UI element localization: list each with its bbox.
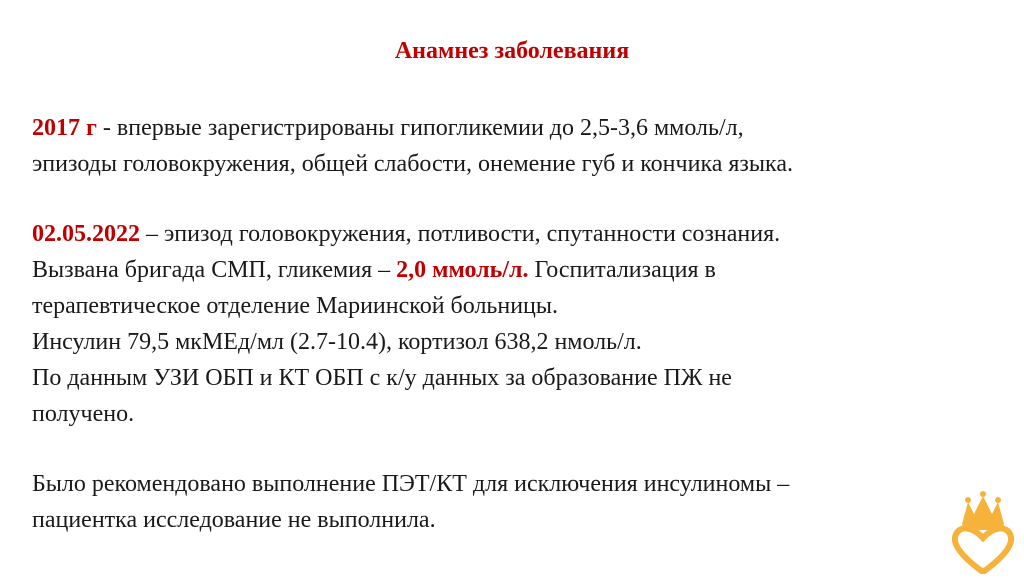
line xyxy=(32,216,982,252)
line xyxy=(32,252,982,288)
text: Госпитализация в xyxy=(528,257,716,283)
date-highlight: 02.05.2022 xyxy=(32,221,140,247)
year-highlight: 2017 г xyxy=(32,115,97,141)
text: Вызвана бригада СМП, гликемия – xyxy=(32,257,397,283)
text: – эпизод головокружения, потливости, спутанности сознания. xyxy=(140,221,781,247)
line xyxy=(32,110,982,146)
line: Инсулин 79,5 мкМЕд/мл (2.7-10.4), кортизол 638,2 нмоль/л. xyxy=(32,329,642,355)
slide-body xyxy=(32,110,982,538)
paragraph-2022 xyxy=(32,216,982,432)
paragraph-2017 xyxy=(32,110,982,182)
paragraph-recommendation xyxy=(32,466,982,538)
line: терапевтическое отделение Мариинской больницы. xyxy=(32,293,559,319)
line: получено. xyxy=(32,401,135,427)
line: Было рекомендовано выполнение ПЭТ/КТ для исключения инсулиномы – xyxy=(32,471,790,497)
slide-title: Анамнез заболевания xyxy=(394,38,630,64)
line: эпизоды головокружения, общей слабости, онемение губ и кончика языка. xyxy=(32,151,793,177)
line: По данным УЗИ ОБП и КТ ОБП с к/у данных за образование ПЖ не xyxy=(32,365,732,391)
line: пациентка исследование не выполнила. xyxy=(32,507,436,533)
glycemia-highlight: 2,0 ммоль/л. xyxy=(396,257,529,283)
heart-crown-logo-icon xyxy=(948,484,1018,574)
text: - впервые зарегистрированы гипогликемии до 2,5-3,6 ммоль/л, xyxy=(96,115,744,141)
